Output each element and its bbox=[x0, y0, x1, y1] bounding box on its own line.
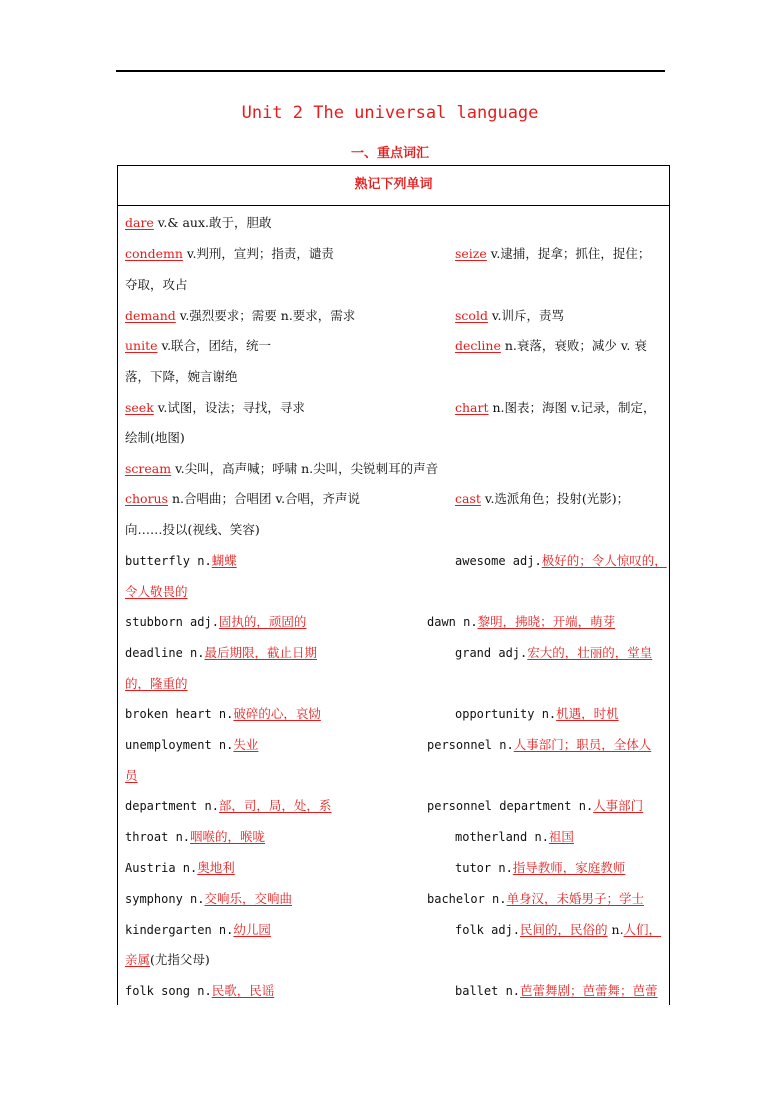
top-rule bbox=[116, 70, 665, 72]
chinese-meaning: 民歌，民谣 bbox=[211, 983, 275, 998]
chinese-meaning: 芭蕾舞剧；芭蕾舞；芭蕾 bbox=[520, 983, 658, 998]
chinese-meaning: 令人敬畏的 bbox=[125, 584, 188, 599]
chinese-meaning: 黎明，拂晓；开端，萌芽 bbox=[477, 614, 616, 629]
word: seize bbox=[455, 246, 487, 261]
english-term: Austria n. bbox=[125, 861, 198, 875]
chinese-meaning: 民间的，民俗的 bbox=[520, 922, 608, 937]
word: condemn bbox=[125, 246, 183, 261]
chinese-meaning: 最后期限，截止日期 bbox=[204, 645, 317, 660]
definition: n.合唱曲；合唱团 v.合唱，齐声说 bbox=[168, 491, 361, 506]
word: scold bbox=[455, 308, 488, 323]
definition-continued: 落，下降，婉言谢绝 bbox=[125, 369, 238, 384]
english-term: throat n. bbox=[125, 830, 191, 844]
definition: v.尖叫，高声喊；呼啸 n.尖叫，尖锐刺耳的声音 bbox=[171, 461, 439, 476]
english-term: unemployment n. bbox=[125, 738, 234, 752]
definition: v.& aux.敢于，胆敢 bbox=[153, 215, 272, 230]
vocab-entry bbox=[455, 643, 652, 663]
english-term: kindergarten n. bbox=[125, 923, 234, 937]
chinese-meaning: 员 bbox=[125, 768, 138, 783]
word: chorus bbox=[125, 491, 169, 506]
chinese-meaning: 蝴蝶 bbox=[211, 553, 237, 568]
word-entry bbox=[125, 489, 360, 509]
vocab-entry bbox=[427, 735, 651, 755]
meaning-continued bbox=[125, 950, 210, 970]
word: unite bbox=[125, 338, 158, 353]
word-entry bbox=[455, 244, 650, 264]
vocab-entry bbox=[125, 981, 274, 1001]
english-term: bachelor n. bbox=[427, 892, 507, 906]
definition-continued: 向……投以(视线、笑容) bbox=[125, 522, 260, 537]
word: cast bbox=[455, 491, 481, 506]
chinese-meaning: 部，司，局，处，系 bbox=[218, 798, 332, 813]
chinese-meaning: 咽喉的，喉咙 bbox=[190, 829, 266, 844]
chinese-meaning: 单身汉，未婚男子；学士 bbox=[506, 891, 644, 906]
vocab-box bbox=[117, 165, 670, 1005]
chinese-meaning: 人事部门 bbox=[593, 798, 644, 813]
english-term: department n. bbox=[125, 799, 219, 813]
english-term: awesome adj. bbox=[455, 554, 542, 568]
word: dare bbox=[125, 215, 154, 230]
definition: v.强烈要求；需要 n.要求，需求 bbox=[175, 308, 356, 323]
definition: v.训斥，责骂 bbox=[487, 308, 564, 323]
vocab-entry bbox=[427, 796, 643, 816]
english-term: personnel department n. bbox=[427, 799, 594, 813]
definition: n.图表；海图 v.记录，制定， bbox=[488, 400, 656, 415]
chinese-meaning: 奥地利 bbox=[197, 860, 235, 875]
chinese-meaning: 极好的；令人惊叹的， bbox=[541, 553, 667, 568]
vocab-entry bbox=[455, 827, 574, 847]
chinese-meaning: 指导教师，家庭教师 bbox=[512, 860, 626, 875]
definition-continued: 绘制(地图) bbox=[125, 430, 185, 445]
section-heading: 一、重点词汇 bbox=[350, 146, 429, 161]
word-entry bbox=[125, 213, 271, 233]
definition: v.选派角色；投射(光影)； bbox=[480, 491, 630, 506]
vocab-entry bbox=[427, 889, 644, 909]
page-title: Unit 2 The universal language bbox=[241, 103, 539, 123]
chinese-meaning: 祖国 bbox=[548, 829, 574, 844]
vocab-entry bbox=[125, 796, 331, 816]
definition: v.试图，设法；寻找，寻求 bbox=[153, 400, 305, 415]
english-term: tutor n. bbox=[455, 861, 513, 875]
box-heading: 熟记下列单词 bbox=[118, 166, 669, 206]
word: chart bbox=[455, 400, 489, 415]
meaning-continued bbox=[125, 674, 188, 694]
english-term: broken heart n. bbox=[125, 707, 234, 721]
vocab-entry bbox=[125, 735, 258, 755]
vocab-entry bbox=[455, 981, 658, 1001]
chinese-meaning: 失业 bbox=[233, 737, 259, 752]
word: demand bbox=[125, 308, 176, 323]
word-entry bbox=[125, 244, 334, 264]
word-entry bbox=[125, 459, 438, 479]
chinese-meaning: 宏大的，壮丽的，堂皇 bbox=[527, 645, 653, 660]
word-entry bbox=[125, 306, 355, 326]
definition: v.联合，团结，统一 bbox=[157, 338, 272, 353]
vocab-entry bbox=[455, 858, 625, 878]
vocab-entry bbox=[455, 920, 661, 940]
meaning-continued bbox=[125, 766, 138, 786]
word: scream bbox=[125, 461, 172, 476]
vocab-entry bbox=[125, 858, 235, 878]
chinese-meaning: 幼儿园 bbox=[233, 922, 271, 937]
english-term: opportunity n. bbox=[455, 707, 557, 721]
definition: n.衰落，衰败；减少 v. 衰 bbox=[500, 338, 647, 353]
chinese-meaning: 亲属 bbox=[125, 952, 151, 967]
english-term: personnel n. bbox=[427, 738, 514, 752]
english-term: grand adj. bbox=[455, 646, 528, 660]
word-entry bbox=[455, 306, 564, 326]
english-term: ballet n. bbox=[455, 984, 521, 998]
word-entry bbox=[455, 336, 647, 356]
vocab-entry bbox=[125, 704, 321, 724]
chinese-meaning: 固执的，顽固的 bbox=[218, 614, 307, 629]
english-term: butterfly n. bbox=[125, 554, 212, 568]
chinese-meaning: 的，隆重的 bbox=[125, 676, 188, 691]
definition-continued: 夺取，攻占 bbox=[125, 277, 188, 292]
note: (尤指父母) bbox=[150, 952, 210, 967]
chinese-meaning: 破碎的心，哀恸 bbox=[233, 706, 321, 721]
vocab-entry bbox=[125, 889, 292, 909]
vocab-entry bbox=[125, 920, 271, 940]
word-entry bbox=[455, 489, 629, 509]
chinese-meaning-2: 人们， bbox=[623, 922, 662, 937]
english-term: stubborn adj. bbox=[125, 615, 219, 629]
english-term: folk adj. bbox=[455, 923, 521, 937]
vocab-entry bbox=[455, 704, 619, 724]
chinese-meaning: 人事部门；职员，全体人 bbox=[513, 737, 652, 752]
chinese-meaning: 交响乐，交响曲 bbox=[204, 891, 292, 906]
english-term: dawn n. bbox=[427, 615, 478, 629]
word-entry bbox=[125, 336, 271, 356]
vocab-entry bbox=[455, 551, 667, 571]
word: decline bbox=[455, 338, 501, 353]
part-of-speech: n. bbox=[607, 922, 624, 937]
chinese-meaning: 机遇，时机 bbox=[556, 706, 619, 721]
vocab-entry bbox=[125, 827, 265, 847]
word: seek bbox=[125, 400, 154, 415]
english-term: deadline n. bbox=[125, 646, 205, 660]
english-term: motherland n. bbox=[455, 830, 549, 844]
meaning-continued bbox=[125, 582, 188, 602]
vocab-entry bbox=[125, 551, 237, 571]
word-entry bbox=[125, 398, 305, 418]
vocab-entry bbox=[125, 643, 317, 663]
word-entry bbox=[455, 398, 656, 418]
vocab-entry bbox=[125, 612, 306, 632]
english-term: folk song n. bbox=[125, 984, 212, 998]
definition: v.判刑，宣判；指责，谴责 bbox=[182, 246, 334, 261]
vocab-entry bbox=[427, 612, 615, 632]
definition: v.逮捕，捉拿；抓住，捉住； bbox=[486, 246, 651, 261]
english-term: symphony n. bbox=[125, 892, 205, 906]
